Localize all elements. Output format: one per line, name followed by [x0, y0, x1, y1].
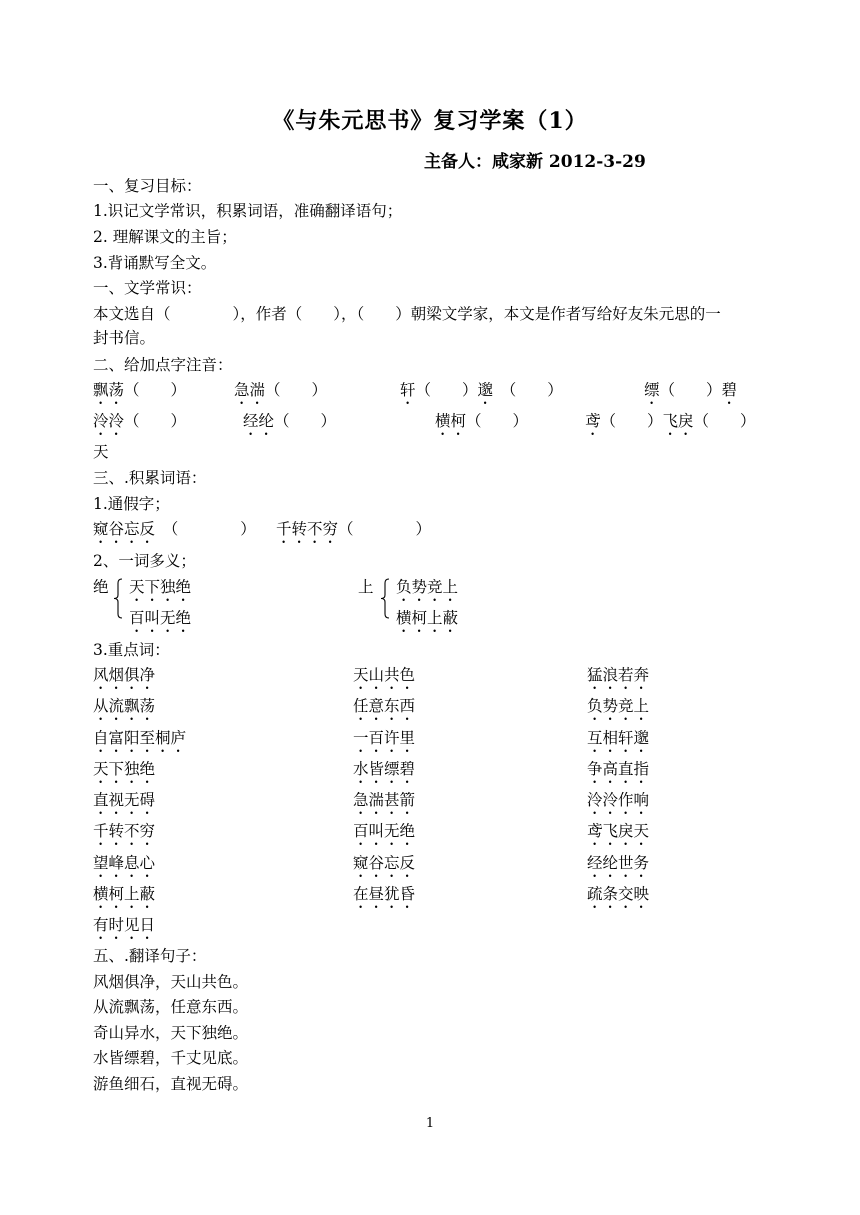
- section-heading-pronunciation: 二、给加点字注音：: [93, 356, 233, 374]
- subheading-tongjia: 1.通假字；: [93, 495, 170, 513]
- key-word: 水皆缥碧: [353, 760, 416, 778]
- key-word: 望峰息心: [93, 854, 156, 872]
- key-word: 急湍甚箭: [353, 791, 416, 809]
- pinyin-item: 飘荡（ ）: [93, 381, 187, 399]
- brace-icon: [380, 578, 390, 619]
- pinyin-item: 横柯（ ）: [435, 412, 529, 430]
- key-word: 疏条交映: [587, 885, 650, 903]
- pinyin-item: 缥（ ）碧: [644, 381, 738, 399]
- translation-sentence: 奇山异水，天下独绝。: [93, 1024, 249, 1042]
- pinyin-item: 鸢（ ）飞戾（ ）: [585, 412, 756, 430]
- key-word: 泠泠作响: [587, 791, 650, 809]
- key-word: 横柯上蔽: [93, 885, 156, 903]
- pinyin-item: 轩（ ）邈 （ ）: [400, 381, 563, 399]
- polysemy-word: 绝: [93, 578, 109, 596]
- key-word: 风烟俱净: [93, 666, 156, 684]
- subheading-keywords: 3.重点词：: [93, 641, 170, 659]
- pinyin-item: 经纶（ ）: [243, 412, 337, 430]
- page-number: 1: [425, 1116, 435, 1131]
- key-word: 千转不穷: [93, 822, 156, 840]
- literature-line: 封书信。: [93, 329, 156, 347]
- pinyin-wrap: 天: [93, 443, 109, 461]
- polysemy-word: 上: [358, 578, 374, 596]
- key-word: 天山共色: [353, 666, 416, 684]
- translation-sentence: 水皆缥碧，千丈见底。: [93, 1049, 249, 1067]
- key-word: 从流飘荡: [93, 697, 156, 715]
- key-word: 窥谷忘反: [353, 854, 416, 872]
- key-word: 负势竞上: [587, 697, 650, 715]
- goal-item: 2. 理解课文的主旨；: [93, 228, 237, 246]
- page-title: 《与朱元思书》复习学案（1）: [272, 108, 588, 134]
- literature-line: 本文选自（ ），作者（ ），（ ）朝梁文学家，本文是作者写给好友朱元思的一: [93, 305, 721, 323]
- key-word: 鸢飞戾天: [587, 822, 650, 840]
- goal-item: 1.识记文学常识，积累词语，准确翻译语句；: [93, 202, 403, 220]
- goal-item: 3.背诵默写全文。: [93, 254, 217, 272]
- translation-sentence: 游鱼细石，直视无碍。: [93, 1075, 249, 1093]
- key-word: 在昼犹昏: [353, 885, 416, 903]
- brace-icon: [113, 578, 123, 619]
- key-word: 有时见日: [93, 916, 156, 934]
- key-word: 争高直指: [587, 760, 650, 778]
- section-heading-goals: 一、复习目标：: [93, 177, 202, 195]
- author-line: 主备人：咸家新 2012-3-29: [424, 152, 646, 172]
- translation-sentence: 风烟俱净，天山共色。: [93, 973, 249, 991]
- polysemy-item: 百叫无绝: [129, 609, 192, 627]
- pinyin-item: 泠泠（ ）: [93, 412, 187, 430]
- key-word: 直视无碍: [93, 791, 156, 809]
- key-word: 一百许里: [353, 729, 416, 747]
- pinyin-item: 急湍（ ）: [234, 381, 328, 399]
- key-word: 百叫无绝: [353, 822, 416, 840]
- key-word: 互相轩邈: [587, 729, 650, 747]
- subheading-polysemy: 2、一词多义；: [93, 552, 196, 570]
- key-word: 任意东西: [353, 697, 416, 715]
- key-word: 经纶世务: [587, 854, 650, 872]
- translation-sentence: 从流飘荡，任意东西。: [93, 998, 249, 1016]
- section-heading-literature: 一、文学常识：: [93, 279, 202, 297]
- polysemy-item: 天下独绝: [129, 578, 192, 596]
- key-word: 猛浪若奔: [587, 666, 650, 684]
- section-heading-translation: 五、.翻译句子：: [93, 947, 207, 965]
- polysemy-item: 负势竞上: [396, 578, 459, 596]
- section-heading-vocabulary: 三、.积累词语：: [93, 469, 207, 487]
- polysemy-item: 横柯上蔽: [396, 609, 459, 627]
- tongjia-item: 窥谷忘反 （ ）: [93, 520, 256, 538]
- key-word: 天下独绝: [93, 760, 156, 778]
- key-word: 自富阳至桐庐: [93, 729, 187, 747]
- tongjia-item: 千转不穷（ ）: [276, 520, 432, 538]
